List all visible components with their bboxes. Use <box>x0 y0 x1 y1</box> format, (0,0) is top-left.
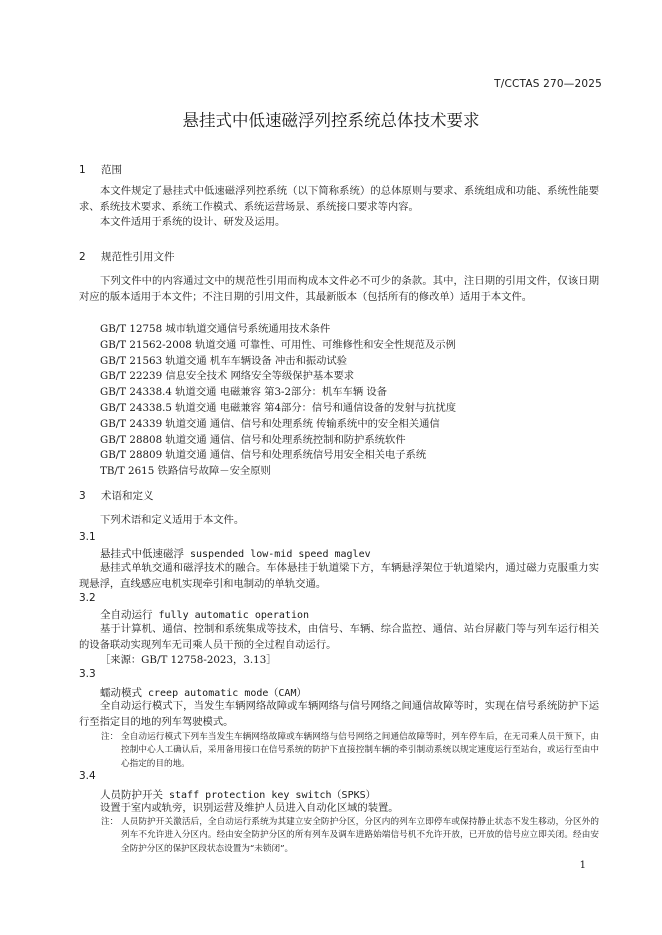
term-3-3-definition: 全自动运行模式下，当发生车辆网络故障或车辆网络与信号网络之间通信故障等时，实现在信号系统防护下运行至指定目的地的列车驾驶模式。 <box>79 700 599 728</box>
section-number: 1 <box>79 164 86 176</box>
term-chinese: 人员防护开关 <box>100 789 163 801</box>
term-chinese: 全自动运行 <box>100 609 153 621</box>
section-1-heading <box>79 162 122 177</box>
note-label: 注： <box>101 817 119 827</box>
term-3-3-note <box>79 731 599 771</box>
term-3-4-definition: 设置于室内或轨旁，识别运营及维护人员进入自动化区域的装置。 <box>100 802 399 814</box>
term-3-1-heading <box>100 546 371 561</box>
reference-item: GB/T 21563 轨道交通 机车车辆设备 冲击和振动试验 <box>100 354 348 367</box>
term-english: staff protection key switch（SPKS） <box>169 790 376 801</box>
section-title: 术语和定义 <box>101 490 154 502</box>
reference-item: GB/T 28809 轨道交通 通信、信号和处理系统信号用安全相关电子系统 <box>100 449 427 462</box>
term-number: 3.1 <box>79 531 96 543</box>
section-number: 3 <box>79 490 86 502</box>
term-chinese: 悬挂式中低速磁浮 <box>100 548 184 560</box>
section-2-heading <box>79 249 175 264</box>
term-chinese: 蠕动模式 <box>100 687 142 699</box>
page-number: 1 <box>579 860 586 871</box>
term-english: creep automatic mode（CAM） <box>148 688 307 699</box>
term-3-2-definition: 基于计算机、通信、控制和系统集成等技术，由信号、车辆、综合监控、通信、站台屏蔽门等与列车运行相关的设备联动实现列车无司乘人员干预的全过程自动运行。 <box>79 623 599 651</box>
section-2-paragraph-1: 下列文件中的内容通过文中的规范性引用而构成本文件必不可少的条款。其中，注日期的引用文件，仅该日期对应的版本适用于本文件；不注日期的引用文件，其最新版本（包括所有的修改单）适用于本文件。 <box>79 275 599 303</box>
reference-item: GB/T 21562-2008 轨道交通 可靠性、可用性、可维修性和安全性规范及示例 <box>100 338 456 351</box>
note-text: 人员防护开关激活后，全自动运行系统为其建立安全防护分区，分区内的列车立即停车或保持静止状态不发生移动，分区外的列车不允许进入分区内。经由安全防护分区的所有列车及调车进路始端信号机不允许开放，已开放的信号应立即关闭。经由安全防护分区的保护区段状态设置为“未锁闭”。 <box>121 817 599 854</box>
reference-item: GB/T 24338.5 轨道交通 电磁兼容 第4部分：信号和通信设备的发射与抗扰度 <box>100 401 457 414</box>
section-title: 规范性引用文件 <box>101 251 175 263</box>
section-title: 范围 <box>101 164 122 176</box>
document-title: 悬挂式中低速磁浮列控系统总体技术要求 <box>182 111 480 130</box>
section-number: 2 <box>79 251 86 263</box>
reference-item: GB/T 22239 信息安全技术 网络安全等级保护基本要求 <box>100 370 355 383</box>
normative-reference-list <box>100 322 456 480</box>
term-3-4-heading <box>100 786 376 802</box>
reference-item: GB/T 24338.4 轨道交通 电磁兼容 第3-2部分：机车车辆 设备 <box>100 386 387 399</box>
reference-item: GB/T 28808 轨道交通 通信、信号和处理系统控制和防护系统软件 <box>100 433 406 446</box>
term-number: 3.3 <box>79 668 96 680</box>
reference-item: GB/T 12758 城市轨道交通信号系统通用技术条件 <box>100 323 331 335</box>
term-number: 3.2 <box>79 592 96 604</box>
term-3-1-definition: 悬挂式单轨交通和磁浮技术的融合。车体悬挂于轨道梁下方，车辆悬浮架位于轨道梁内，通过磁力克服重力实现悬浮，直线感应电机实现牵引和电制动的单轨交通。 <box>79 562 599 590</box>
term-english: fully automatic operation <box>158 610 310 621</box>
reference-item: TB/T 2615 铁路信号故障－安全原则 <box>100 465 271 478</box>
term-number: 3.4 <box>79 770 96 782</box>
term-english: suspended low-mid speed maglev <box>190 549 371 560</box>
term-3-4-note <box>79 816 599 856</box>
note-text: 全自动运行模式下列车当发生车辆网络故障或车辆网络与信号网络之间通信故障等时，列车停车后，在无司乘人员干预下，由控制中心人工确认后，采用备用接口在信号系统的防护下直接控制车辆的牵引制动系统以规定速度运行至站台，或运行至由中心指定的目的地。 <box>121 732 599 769</box>
term-3-2-source: ［来源：GB/T 12758-2023，3.13］ <box>100 654 277 666</box>
section-3-intro: 下列术语和定义适用于本文件。 <box>100 514 245 526</box>
section-3-heading <box>79 488 154 503</box>
reference-item: GB/T 24339 轨道交通 通信、信号和处理系统 传输系统中的安全相关通信 <box>100 417 440 430</box>
document-code: T/CCTAS 270—2025 <box>494 78 602 90</box>
section-1-paragraph-1: 本文件规定了悬挂式中低速磁浮列控系统（以下简称系统）的总体原则与要求、系统组成和功能、系统性能要求、系统技术要求、系统工作模式、系统运营场景、系统接口要求等内容。 <box>79 185 599 213</box>
note-label: 注： <box>101 732 119 742</box>
term-3-2-heading <box>100 607 309 622</box>
term-3-3-heading <box>100 684 306 700</box>
section-1-paragraph-2: 本文件适用于系统的设计、研发及运用。 <box>100 216 286 228</box>
